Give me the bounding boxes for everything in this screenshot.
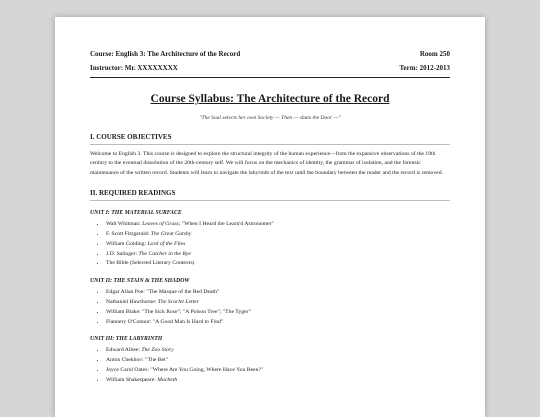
reading-item <box>106 318 450 328</box>
header-row-1 <box>90 50 450 59</box>
page-content <box>90 50 450 386</box>
reading-item <box>106 220 450 230</box>
reading-author: William Golding: <box>106 240 148 247</box>
objectives-text: Welcome to English 3. This course is designed to explore the structural integrity of the human experience—from the expansive observations of the 19th century to the eventual dissolution of the 20th-century self. We will focus on the mechanics of identity, the grammar of isolation, and the forensic maintenance of the written record. Students will learn to navigate the labyrinth of the text until the boundary between the reader and the record is removed. <box>90 151 443 176</box>
reading-author: Flannery O'Connor: "A Good Man Is Hard to Find" <box>106 318 224 325</box>
reading-item <box>106 240 450 250</box>
reading-work-title: Macbeth <box>157 376 178 383</box>
term: Term: 2012-2013 <box>399 64 450 72</box>
reading-item <box>106 308 450 318</box>
reading-author: Edward Albee: <box>106 347 142 354</box>
syllabus-page <box>55 17 485 417</box>
reading-work-title: Lord of the Flies <box>147 240 186 247</box>
reading-author: Joyce Carol Oates: "Where Are You Going, Where Have You Been?" <box>106 366 264 373</box>
reading-work-title: The Catcher in the Rye <box>138 250 191 257</box>
header-divider <box>90 77 450 78</box>
room-number: Room 250 <box>419 50 450 58</box>
reading-item <box>106 346 450 356</box>
reading-item <box>106 250 450 260</box>
reading-author: F. Scott Fitzgerald: <box>106 231 151 238</box>
reading-item <box>106 376 450 386</box>
instructor-name: Instructor: Mr. XXXXXXXX <box>90 64 178 72</box>
reading-work-title: The Zoo Story <box>141 347 174 354</box>
reading-extra: ; "When I Heard the Learn'd Astronomer" <box>178 221 274 228</box>
document-title: Course Syllabus: The Architecture of the Record <box>150 93 390 105</box>
reading-author: The Bible (Selected Literary Contexts) <box>106 260 195 267</box>
unit-heading: UNIT III: THE LABYRINTH <box>90 336 163 343</box>
course-name: Course: English 3: The Architecture of the Record <box>90 50 241 58</box>
header-row-2 <box>90 64 450 73</box>
reading-list <box>90 220 450 269</box>
epigraph: "The Soul selects her own Society — Then — shuts the Door —" <box>199 115 341 121</box>
readings-heading: II. REQUIRED READINGS <box>90 189 450 201</box>
reading-author: Nathaniel Hawthorne: <box>106 299 158 305</box>
objectives-heading: I. COURSE OBJECTIVES <box>90 133 450 145</box>
unit-heading: UNIT II: THE STAIN & THE SHADOW <box>90 278 190 285</box>
reading-work-title: The Scarlet Letter <box>157 299 199 305</box>
reading-author: Anton Chekhov: "The Bet" <box>106 357 168 364</box>
reading-author: William Blake: "The Sick Rose"; "A Poison Tree"; "The Tyger" <box>106 308 251 315</box>
reading-author: Walt Whitman: <box>106 221 143 228</box>
reading-author: William Shakespeare: <box>106 376 158 383</box>
reading-work-title: Leaves of Grass <box>142 221 179 228</box>
reading-item <box>106 366 450 376</box>
reading-item <box>106 356 450 366</box>
reading-item <box>106 288 450 298</box>
unit-heading: UNIT I: THE MATERIAL SURFACE <box>90 210 182 217</box>
reading-list <box>90 288 450 327</box>
reading-item <box>106 230 450 240</box>
reading-author: J.D. Salinger: <box>106 250 139 257</box>
reading-list <box>90 346 450 385</box>
reading-item <box>106 298 450 308</box>
reading-author: Edgar Allan Poe: "The Masque of the Red Death" <box>106 289 220 296</box>
reading-work-title: The Great Gatsby <box>150 231 192 238</box>
readings-units <box>90 209 450 385</box>
reading-item <box>106 259 450 269</box>
